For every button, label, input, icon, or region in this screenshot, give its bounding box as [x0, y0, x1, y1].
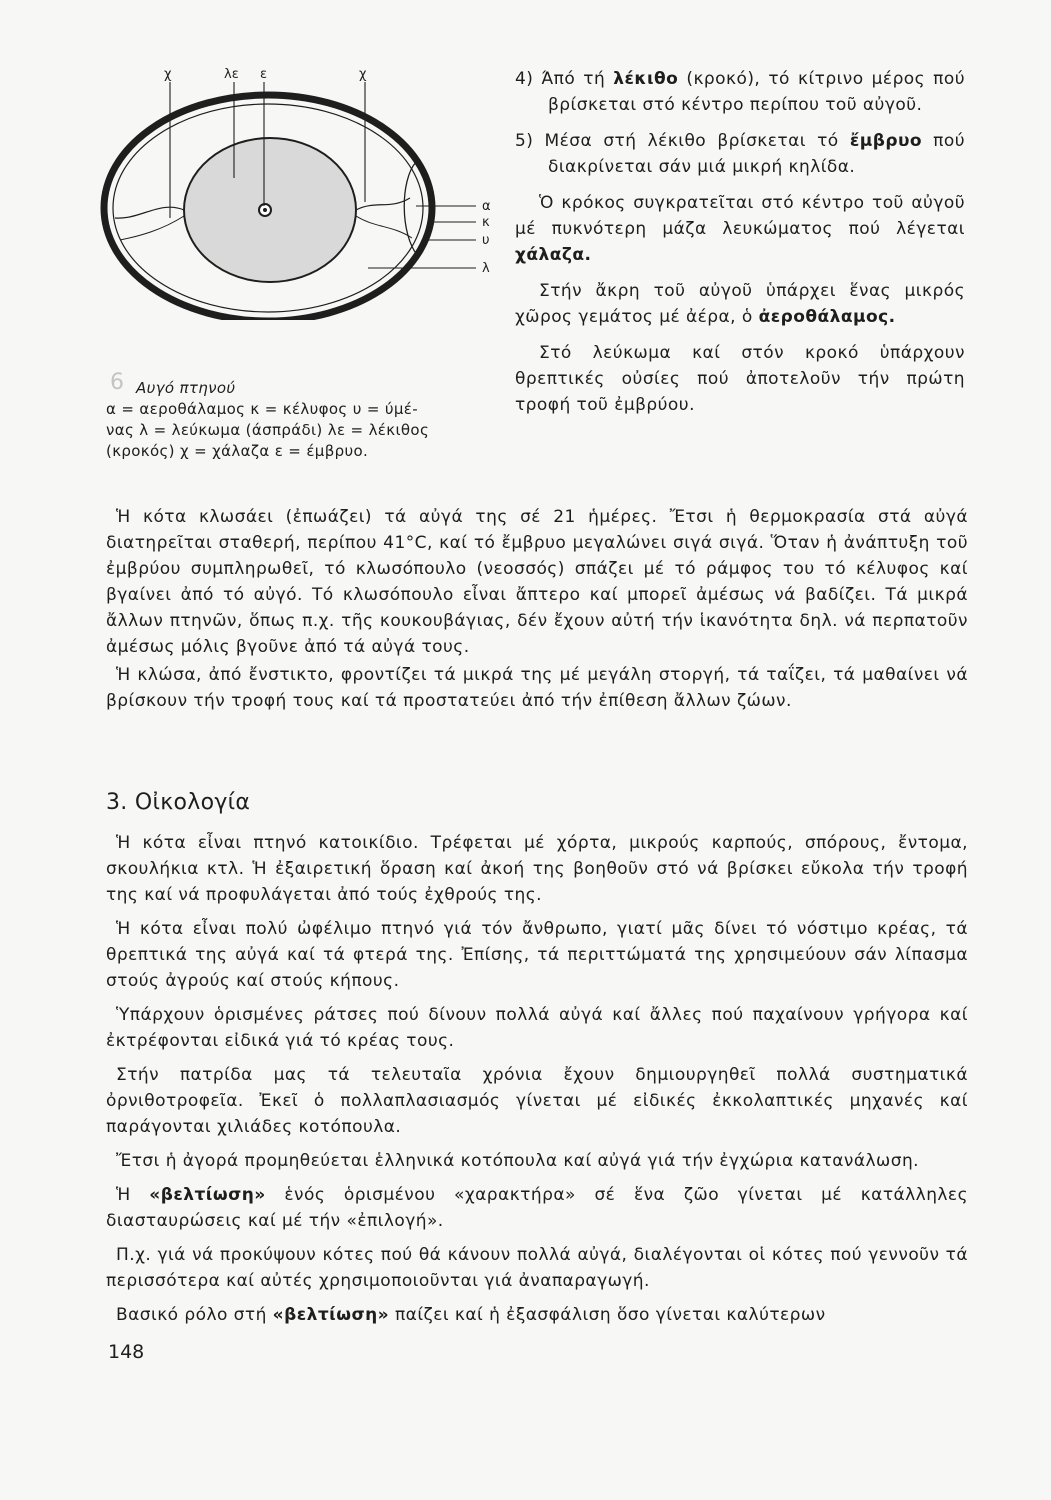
section-heading: 3. Οἰκολογία — [106, 790, 251, 815]
chalaza-left-2 — [120, 216, 184, 240]
paragraph-nutrients: Στό λεύκωμα καί στόν κροκό ὑπάρχουν θρεπτικές οὐσίες πού ἀποτελοῦν τήν πρώτη τροφή τοῦ ἐμβρύου. — [515, 343, 965, 415]
label-albumen: λ — [482, 261, 490, 276]
label-yolk: λε — [224, 67, 239, 82]
figure-caption — [106, 378, 506, 462]
paragraph-embryo: 5) Μέσα στή λέκιθο βρίσκεται τό ἔμβρυο πού διακρίνεται σάν μιά μικρή κηλίδα. — [515, 131, 965, 177]
paragraph-incubation: Ἡ κότα κλωσάει (ἐπωάζει) τά αὐγά της σέ 21 ἡμέρες. Ἔτσι ἡ θερμοκρασία στά αὐγά διατηρεῖται σταθερή, περίπου 41°C, καί τό ἔμβρυο μεγαλώνει σιγά σιγά. Ὅταν ἡ ἀνάπτυξη τοῦ ἐμβρύου συμπληρωθεῖ, τό κλωσόπουλο (νεοσσός) σπάζει μέ τό ράμφος του τό κέλυφος καί βγαίνει ἀπό τό αὐγό. Τό κλωσόπουλο εἶναι ἄπτερο καί μπορεῖ ἀμέσως νά βαδίζει. Τά μικρά ἄλλων πτηνῶν, ὅπως π.χ. τῆς κουκουβάγιας, δέν ἔχουν αὐτή τήν ἱκανότητα δηλ. νά περπατοῦν ἀμέσως μόλις βγοῦνε ἀπό τά αὐγά τους. — [106, 507, 968, 657]
paragraph-chalaza: Ὁ κρόκος συγκρατεῖται στό κέντρο τοῦ αὐγοῦ μέ πυκνότερη μάζα λευκώματος πού λέγεται χάλαζα. — [515, 193, 965, 265]
right-column — [515, 66, 965, 428]
paragraph-diet: Ἡ κότα εἶναι πτηνό κατοικίδιο. Τρέφεται μέ χόρτα, μικρούς καρπούς, σπόρους, ἔντομα, σκουλήκια κτλ. Ἡ ἐξαιρετική ὅραση καί ἀκοή της βοηθοῦν στό νά βρίσκει εὔκολα τήν τροφή της καί νά προφυλάγεται ἀπό τούς ἐχθρούς της. — [106, 833, 968, 905]
caption-line: α = αεροθάλαμος κ = κέλυφος υ = ύμέ- — [106, 400, 419, 418]
caption-line: νας λ = λεύκωμα (άσπράδι) λε = λέκιθος — [106, 421, 430, 439]
egg-diagram-svg — [100, 60, 510, 320]
paragraph-improvement-role: Βασικό ρόλο στή «βελτίωση» παίζει καί ἡ ἐξασφάλιση ὅσο γίνεται καλύτερων — [116, 1305, 826, 1325]
label-embryo: ε — [260, 67, 268, 82]
figure-number: 6 — [110, 370, 124, 395]
paragraph-brooding-hen: Ἡ κλώσα, ἀπό ἔνστικτο, φροντίζει τά μικρά της μέ μεγάλη στοργή, τά ταΐζει, τά μαθαίνει νά βρίσκουν τήν τροφή τους καί τά προστατεύει ἀπό τήν ἐπίθεση ἄλλων ζώων. — [106, 665, 968, 711]
paragraph-market: Ἔτσι ἡ ἀγορά προμηθεύεται ἑλληνικά κοτόπουλα καί αὐγά γιά τήν ἐγχώρια κατανάλωση. — [116, 1151, 920, 1171]
paragraph-selection: Π.χ. γιά νά προκύψουν κότες πού θά κάνουν πολλά αὐγά, διαλέγονται οἱ κότες πού γεννοῦν τά περισσότερα καί αὐτές χρησιμοποιοῦνται γιά ἀναπαραγωγή. — [106, 1245, 968, 1291]
main-text — [106, 504, 968, 716]
caption-title: Αυγό πτηνού — [136, 379, 236, 397]
paragraph-breeds: Ὑπάρχουν ὁρισμένες ράτσες πού δίνουν πολλά αὐγά καί ἄλλες πού παχαίνουν γρήγορα καί ἐκτρέφονται εἰδικά γιά τό κρέας τους. — [106, 1005, 968, 1051]
chalaza-right-2 — [356, 216, 412, 238]
paragraph-yolk: 4) Άπό τή λέκιθο (κροκό), τό κίτρινο μέρος πού βρίσκεται στό κέντρο περίπου τοῦ αὐγοῦ. — [515, 69, 965, 115]
label-membrane: υ — [482, 233, 490, 248]
label-air-cell: α — [482, 199, 491, 214]
paragraph-air-cell: Στήν ἄκρη τοῦ αὐγοῦ ὑπάρχει ἕνας μικρός χῶρος γεμάτος μέ ἀέρα, ὁ ἀεροθάλαμος. — [515, 281, 965, 327]
paragraph-poultry-farms: Στήν πατρίδα μας τά τελευταῖα χρόνια ἔχουν δημιουργηθεῖ πολλά συστηματικά ὀρνιθοτροφεῖα. Ἐκεῖ ὁ πολλαπλασιασμός γίνεται μέ εἰδικές ἐκκολαπτικές μηχανές καί παράγονται χιλιάδες κοτόπουλα. — [106, 1065, 968, 1137]
chalaza-left — [115, 207, 184, 218]
egg-diagram — [100, 60, 510, 320]
label-chalaza-right: χ — [359, 67, 367, 82]
label-chalaza-left: χ — [164, 67, 172, 82]
ecology-text — [106, 830, 968, 1336]
label-shell: κ — [482, 215, 490, 230]
paragraph-usefulness: Ἡ κότα εἶναι πολύ ὠφέλιμο πτηνό γιά τόν ἄνθρωπο, γιατί μᾶς δίνει τό νόστιμο κρέας, τά θρεπτικά της αὐγά καί τά φτερά της. Ἐπίσης, τά περιττώματά της χρησιμεύουν σάν λίπασμα στούς ἀγρούς καί στούς κήπους. — [106, 919, 968, 991]
chalaza-right — [356, 198, 410, 210]
caption-line: (κροκός) χ = χάλαζα ε = έμβρυο. — [106, 442, 369, 460]
paragraph-improvement: Ἡ «βελτίωση» ἑνός ὁρισμένου «χαρακτήρα» σέ ἕνα ζῶο γίνεται μέ κατάλληλες διασταυρώσεις καί μέ τήν «ἐπιλογή». — [106, 1185, 968, 1231]
page-number: 148 — [108, 1341, 145, 1363]
